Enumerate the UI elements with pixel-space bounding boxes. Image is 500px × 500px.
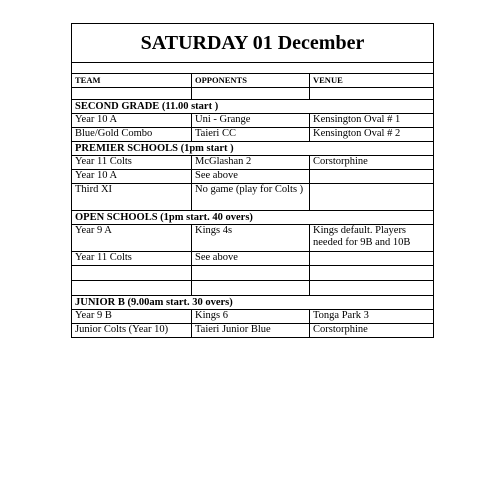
venue-cell [310, 252, 434, 266]
team-cell: Year 9 B [72, 310, 192, 324]
team-cell: Blue/Gold Combo [72, 128, 192, 142]
table-row [72, 184, 434, 211]
section-heading-row [72, 211, 434, 225]
opponents-cell: Taieri CC [192, 128, 310, 142]
venue-cell: Corstorphine [310, 324, 434, 338]
spacer-row [72, 88, 434, 100]
team-cell: Year 10 A [72, 170, 192, 184]
venue-cell: Corstorphine [310, 156, 434, 170]
title-row [72, 24, 434, 63]
team-cell: Third XI [72, 184, 192, 211]
empty-cell [192, 266, 310, 281]
section-heading-row [72, 142, 434, 156]
column-header-team: TEAM [72, 74, 192, 88]
column-header-opponents: OPPONENTS [192, 74, 310, 88]
team-cell: Year 11 Colts [72, 252, 192, 266]
column-header-venue: VENUE [310, 74, 434, 88]
team-cell: Junior Colts (Year 10) [72, 324, 192, 338]
venue-cell [310, 184, 434, 211]
team-cell: Year 10 A [72, 114, 192, 128]
opponents-cell: Taieri Junior Blue [192, 324, 310, 338]
table-row [72, 170, 434, 184]
empty-cell [192, 281, 310, 296]
fixtures-table [71, 23, 434, 338]
blank-row [72, 63, 434, 74]
section-heading-junior-b: JUNIOR B (9.00am start. 30 overs) [72, 296, 434, 310]
venue-cell: Tonga Park 3 [310, 310, 434, 324]
fixture-sheet [71, 23, 433, 338]
section-heading-premier-schools: PREMIER SCHOOLS (1pm start ) [72, 142, 434, 156]
spacer-cell [192, 88, 310, 100]
venue-cell: Kensington Oval # 1 [310, 114, 434, 128]
spacer-cell [310, 88, 434, 100]
section-heading-second-grade: SECOND GRADE (11.00 start ) [72, 100, 434, 114]
column-header-row [72, 74, 434, 88]
opponents-cell: McGlashan 2 [192, 156, 310, 170]
table-row [72, 114, 434, 128]
table-row [72, 252, 434, 266]
table-row [72, 156, 434, 170]
empty-cell [310, 266, 434, 281]
section-heading-row [72, 296, 434, 310]
opponents-cell: Uni - Grange [192, 114, 310, 128]
team-cell: Year 11 Colts [72, 156, 192, 170]
empty-row [72, 281, 434, 296]
table-row [72, 128, 434, 142]
venue-cell: Kensington Oval # 2 [310, 128, 434, 142]
empty-cell [72, 266, 192, 281]
page-title: SATURDAY 01 December [72, 24, 434, 63]
opponents-cell: See above [192, 170, 310, 184]
empty-row [72, 266, 434, 281]
table-row [72, 324, 434, 338]
empty-cell [72, 281, 192, 296]
empty-cell [310, 281, 434, 296]
table-row [72, 310, 434, 324]
table-row [72, 225, 434, 252]
section-heading-row [72, 100, 434, 114]
section-heading-open-schools: OPEN SCHOOLS (1pm start. 40 overs) [72, 211, 434, 225]
venue-cell: Kings default. Players needed for 9B and 10B [310, 225, 434, 252]
team-cell: Year 9 A [72, 225, 192, 252]
venue-cell [310, 170, 434, 184]
spacer-cell [72, 88, 192, 100]
blank-cell [72, 63, 434, 74]
opponents-cell: Kings 4s [192, 225, 310, 252]
opponents-cell: Kings 6 [192, 310, 310, 324]
opponents-cell: See above [192, 252, 310, 266]
opponents-cell: No game (play for Colts ) [192, 184, 310, 211]
